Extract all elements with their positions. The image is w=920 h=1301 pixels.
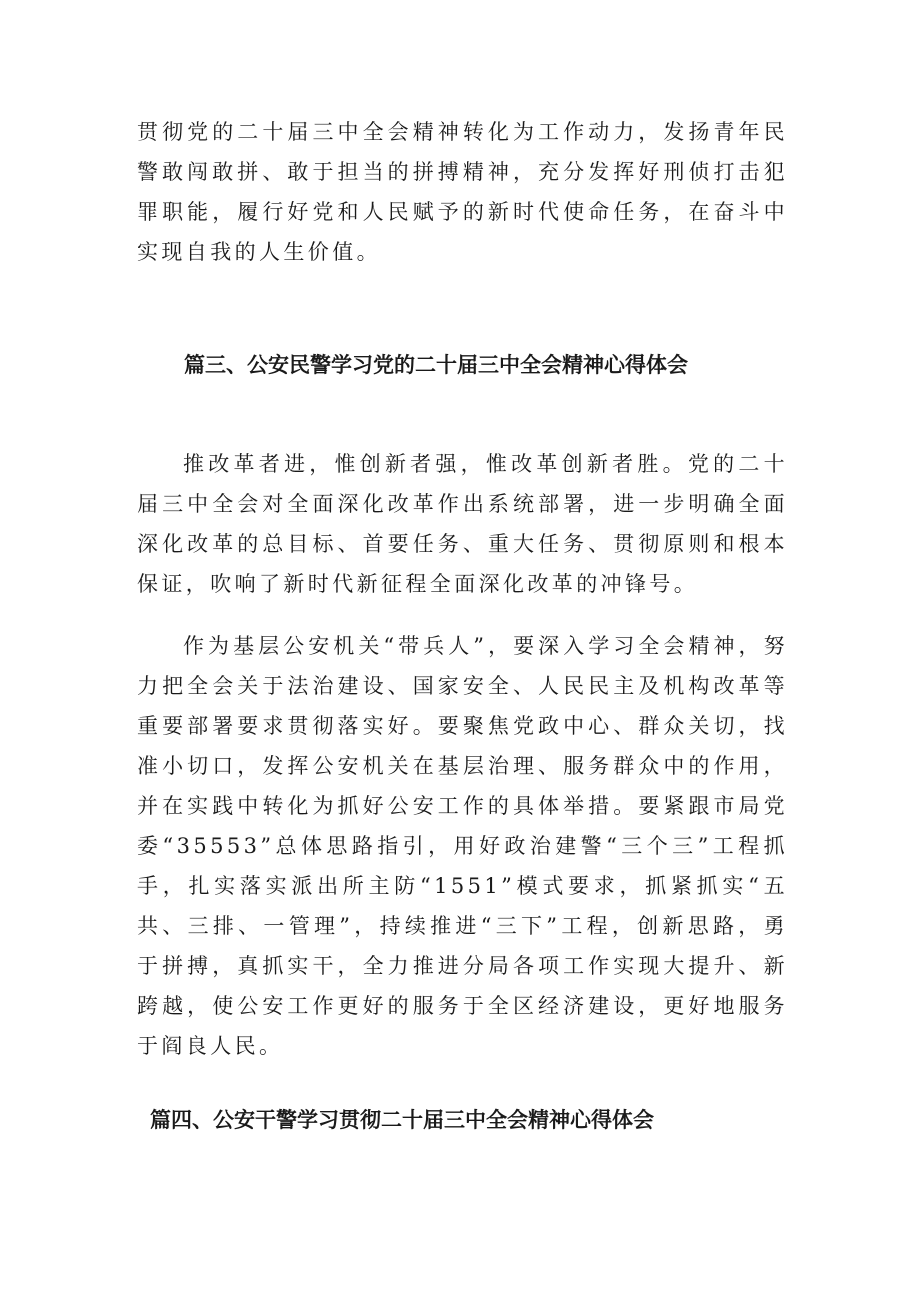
section-heading: 篇三、公安民警学习党的二十届三中全会精神心得体会 <box>184 353 688 377</box>
section-heading: 篇四、公安干警学习贯彻二十届三中全会精神心得体会 <box>150 1108 654 1132</box>
paragraph: 推改革者进，惟创新者强，惟改革创新者胜。党的二十届三中全会对全面深化改革作出系统部署，进一步明确全面深化改革的总目标、首要任务、重大任务、贯彻原则和根本保证，吹响了新时代新征程全面深化改革的冲锋号。 <box>137 452 788 596</box>
paragraph: 贯彻党的二十届三中全会精神转化为工作动力，发扬青年民警敢闯敢拼、敢于担当的拼搏精神，充分发挥好刑侦打击犯罪职能，履行好党和人民赋予的新时代使命任务，在奋斗中实现自我的人生价值。 <box>137 120 788 264</box>
paragraph: 作为基层公安机关“带兵人”，要深入学习全会精神，努力把全会关于法治建设、国家安全、人民民主及机构改革等重要部署要求贯彻落实好。要聚焦党政中心、群众关切，找准小切口，发挥公安机关在基层治理、服务群众中的作用，并在实践中转化为抓好公安工作的具体举措。要紧跟市局党委“35553”总体思路指引，用好政治建警“三个三”工程抓手，扎实落实派出所主防“1551”模式要求，抓紧抓实“五共、三排、一管理”，持续推进“三下”工程，创新思路，勇于拼搏，真抓实干，全力推进分局各项工作实现大提升、新跨越，使公安工作更好的服务于全区经济建设，更好地服务于阎良人民。 <box>137 634 788 1058</box>
